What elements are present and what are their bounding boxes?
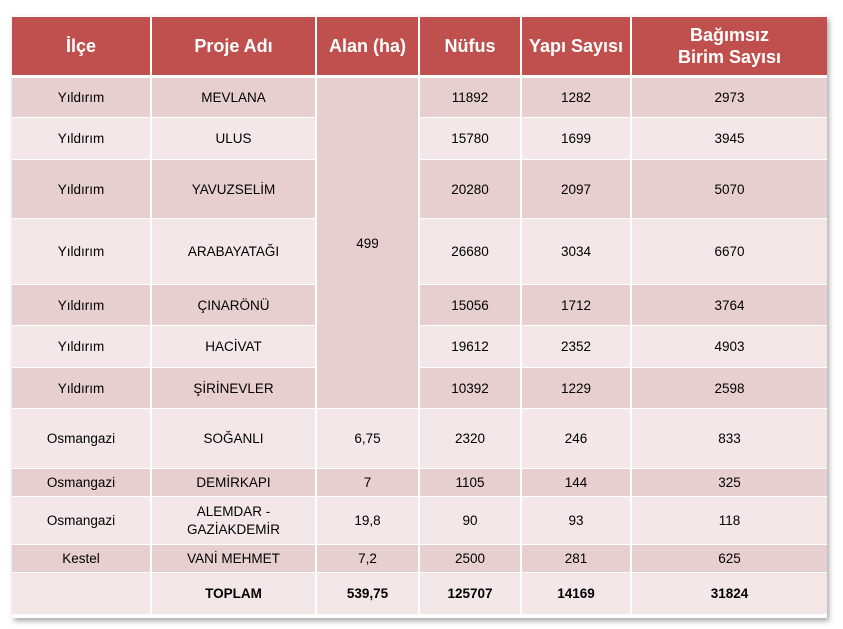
table-row [12, 118, 827, 160]
cell-alan: 19,8 [316, 497, 419, 545]
cell-total-label: TOPLAM [151, 573, 316, 615]
header-bagimsiz-line1: Bağımsız [689, 25, 770, 45]
cell-proje: MEVLANA [151, 77, 316, 118]
cell-yapi: 1712 [521, 285, 631, 326]
header-bagimsiz-birim-sayisi [631, 17, 827, 77]
cell-proje [151, 497, 316, 545]
header-yapi-sayisi: Yapı Sayısı [521, 17, 631, 77]
cell-proje: ÇINARÖNÜ [151, 285, 316, 326]
cell-birim: 833 [631, 409, 827, 469]
cell-birim: 118 [631, 497, 827, 545]
cell-proje-line2: GAZİAKDEMİR [186, 521, 280, 537]
cell-alan-yildirim [316, 77, 419, 409]
table-row [12, 160, 827, 219]
cell-birim: 6670 [631, 219, 827, 285]
cell-yapi: 3034 [521, 219, 631, 285]
table-row [12, 469, 827, 497]
cell-yapi: 1229 [521, 368, 631, 409]
table-row [12, 326, 827, 368]
cell-birim: 5070 [631, 160, 827, 219]
cell-birim: 2598 [631, 368, 827, 409]
data-table-container [12, 16, 827, 618]
cell-ilce: Osmangazi [12, 497, 151, 545]
cell-ilce: Yıldırım [12, 77, 151, 118]
table-row [12, 285, 827, 326]
cell-nufus: 2500 [419, 545, 521, 573]
cell-proje: SOĞANLI [151, 409, 316, 469]
cell-proje-line1: ALEMDAR - [196, 503, 271, 519]
cell-yapi: 144 [521, 469, 631, 497]
cell-ilce: Yıldırım [12, 118, 151, 160]
table-row [12, 497, 827, 545]
table-row [12, 409, 827, 469]
cell-total-nufus: 125707 [419, 573, 521, 615]
data-table [12, 16, 827, 615]
cell-yapi: 246 [521, 409, 631, 469]
cell-yapi: 281 [521, 545, 631, 573]
header-alan: Alan (ha) [316, 17, 419, 77]
cell-proje: ULUS [151, 118, 316, 160]
cell-ilce: Yıldırım [12, 285, 151, 326]
cell-total-alan: 539,75 [316, 573, 419, 615]
cell-birim: 4903 [631, 326, 827, 368]
cell-yapi: 1699 [521, 118, 631, 160]
cell-nufus: 20280 [419, 160, 521, 219]
cell-birim: 2973 [631, 77, 827, 118]
table-row [12, 77, 827, 118]
cell-nufus: 10392 [419, 368, 521, 409]
cell-birim: 625 [631, 545, 827, 573]
cell-nufus: 90 [419, 497, 521, 545]
table-row [12, 219, 827, 285]
cell-ilce: Yıldırım [12, 368, 151, 409]
cell-alan-yildirim-value: 499 [356, 235, 379, 251]
cell-nufus: 2320 [419, 409, 521, 469]
cell-nufus: 11892 [419, 77, 521, 118]
cell-yapi: 93 [521, 497, 631, 545]
cell-proje: DEMİRKAPI [151, 469, 316, 497]
cell-total-empty [12, 573, 151, 615]
cell-alan: 7,2 [316, 545, 419, 573]
cell-nufus: 19612 [419, 326, 521, 368]
header-bagimsiz-line2: Birim Sayısı [677, 47, 782, 67]
cell-birim: 325 [631, 469, 827, 497]
cell-ilce: Yıldırım [12, 219, 151, 285]
table-row [12, 545, 827, 573]
cell-nufus: 15056 [419, 285, 521, 326]
cell-alan: 7 [316, 469, 419, 497]
cell-proje: VANİ MEHMET [151, 545, 316, 573]
cell-ilce: Yıldırım [12, 160, 151, 219]
cell-alan: 6,75 [316, 409, 419, 469]
cell-nufus: 15780 [419, 118, 521, 160]
table-row [12, 368, 827, 409]
cell-nufus: 26680 [419, 219, 521, 285]
cell-yapi: 1282 [521, 77, 631, 118]
cell-birim: 3764 [631, 285, 827, 326]
cell-nufus: 1105 [419, 469, 521, 497]
cell-proje: HACİVAT [151, 326, 316, 368]
cell-proje: ARABAYATAĞI [151, 219, 316, 285]
cell-ilce: Osmangazi [12, 409, 151, 469]
header-nufus: Nüfus [419, 17, 521, 77]
total-row [12, 573, 827, 615]
header-row [12, 17, 827, 77]
cell-total-birim: 31824 [631, 573, 827, 615]
cell-total-yapi: 14169 [521, 573, 631, 615]
cell-proje: ŞİRİNEVLER [151, 368, 316, 409]
cell-yapi: 2352 [521, 326, 631, 368]
cell-ilce: Osmangazi [12, 469, 151, 497]
cell-proje: YAVUZSELİM [151, 160, 316, 219]
header-proje-adi: Proje Adı [151, 17, 316, 77]
cell-ilce: Kestel [12, 545, 151, 573]
header-ilce: İlçe [12, 17, 151, 77]
cell-ilce: Yıldırım [12, 326, 151, 368]
cell-birim: 3945 [631, 118, 827, 160]
cell-yapi: 2097 [521, 160, 631, 219]
